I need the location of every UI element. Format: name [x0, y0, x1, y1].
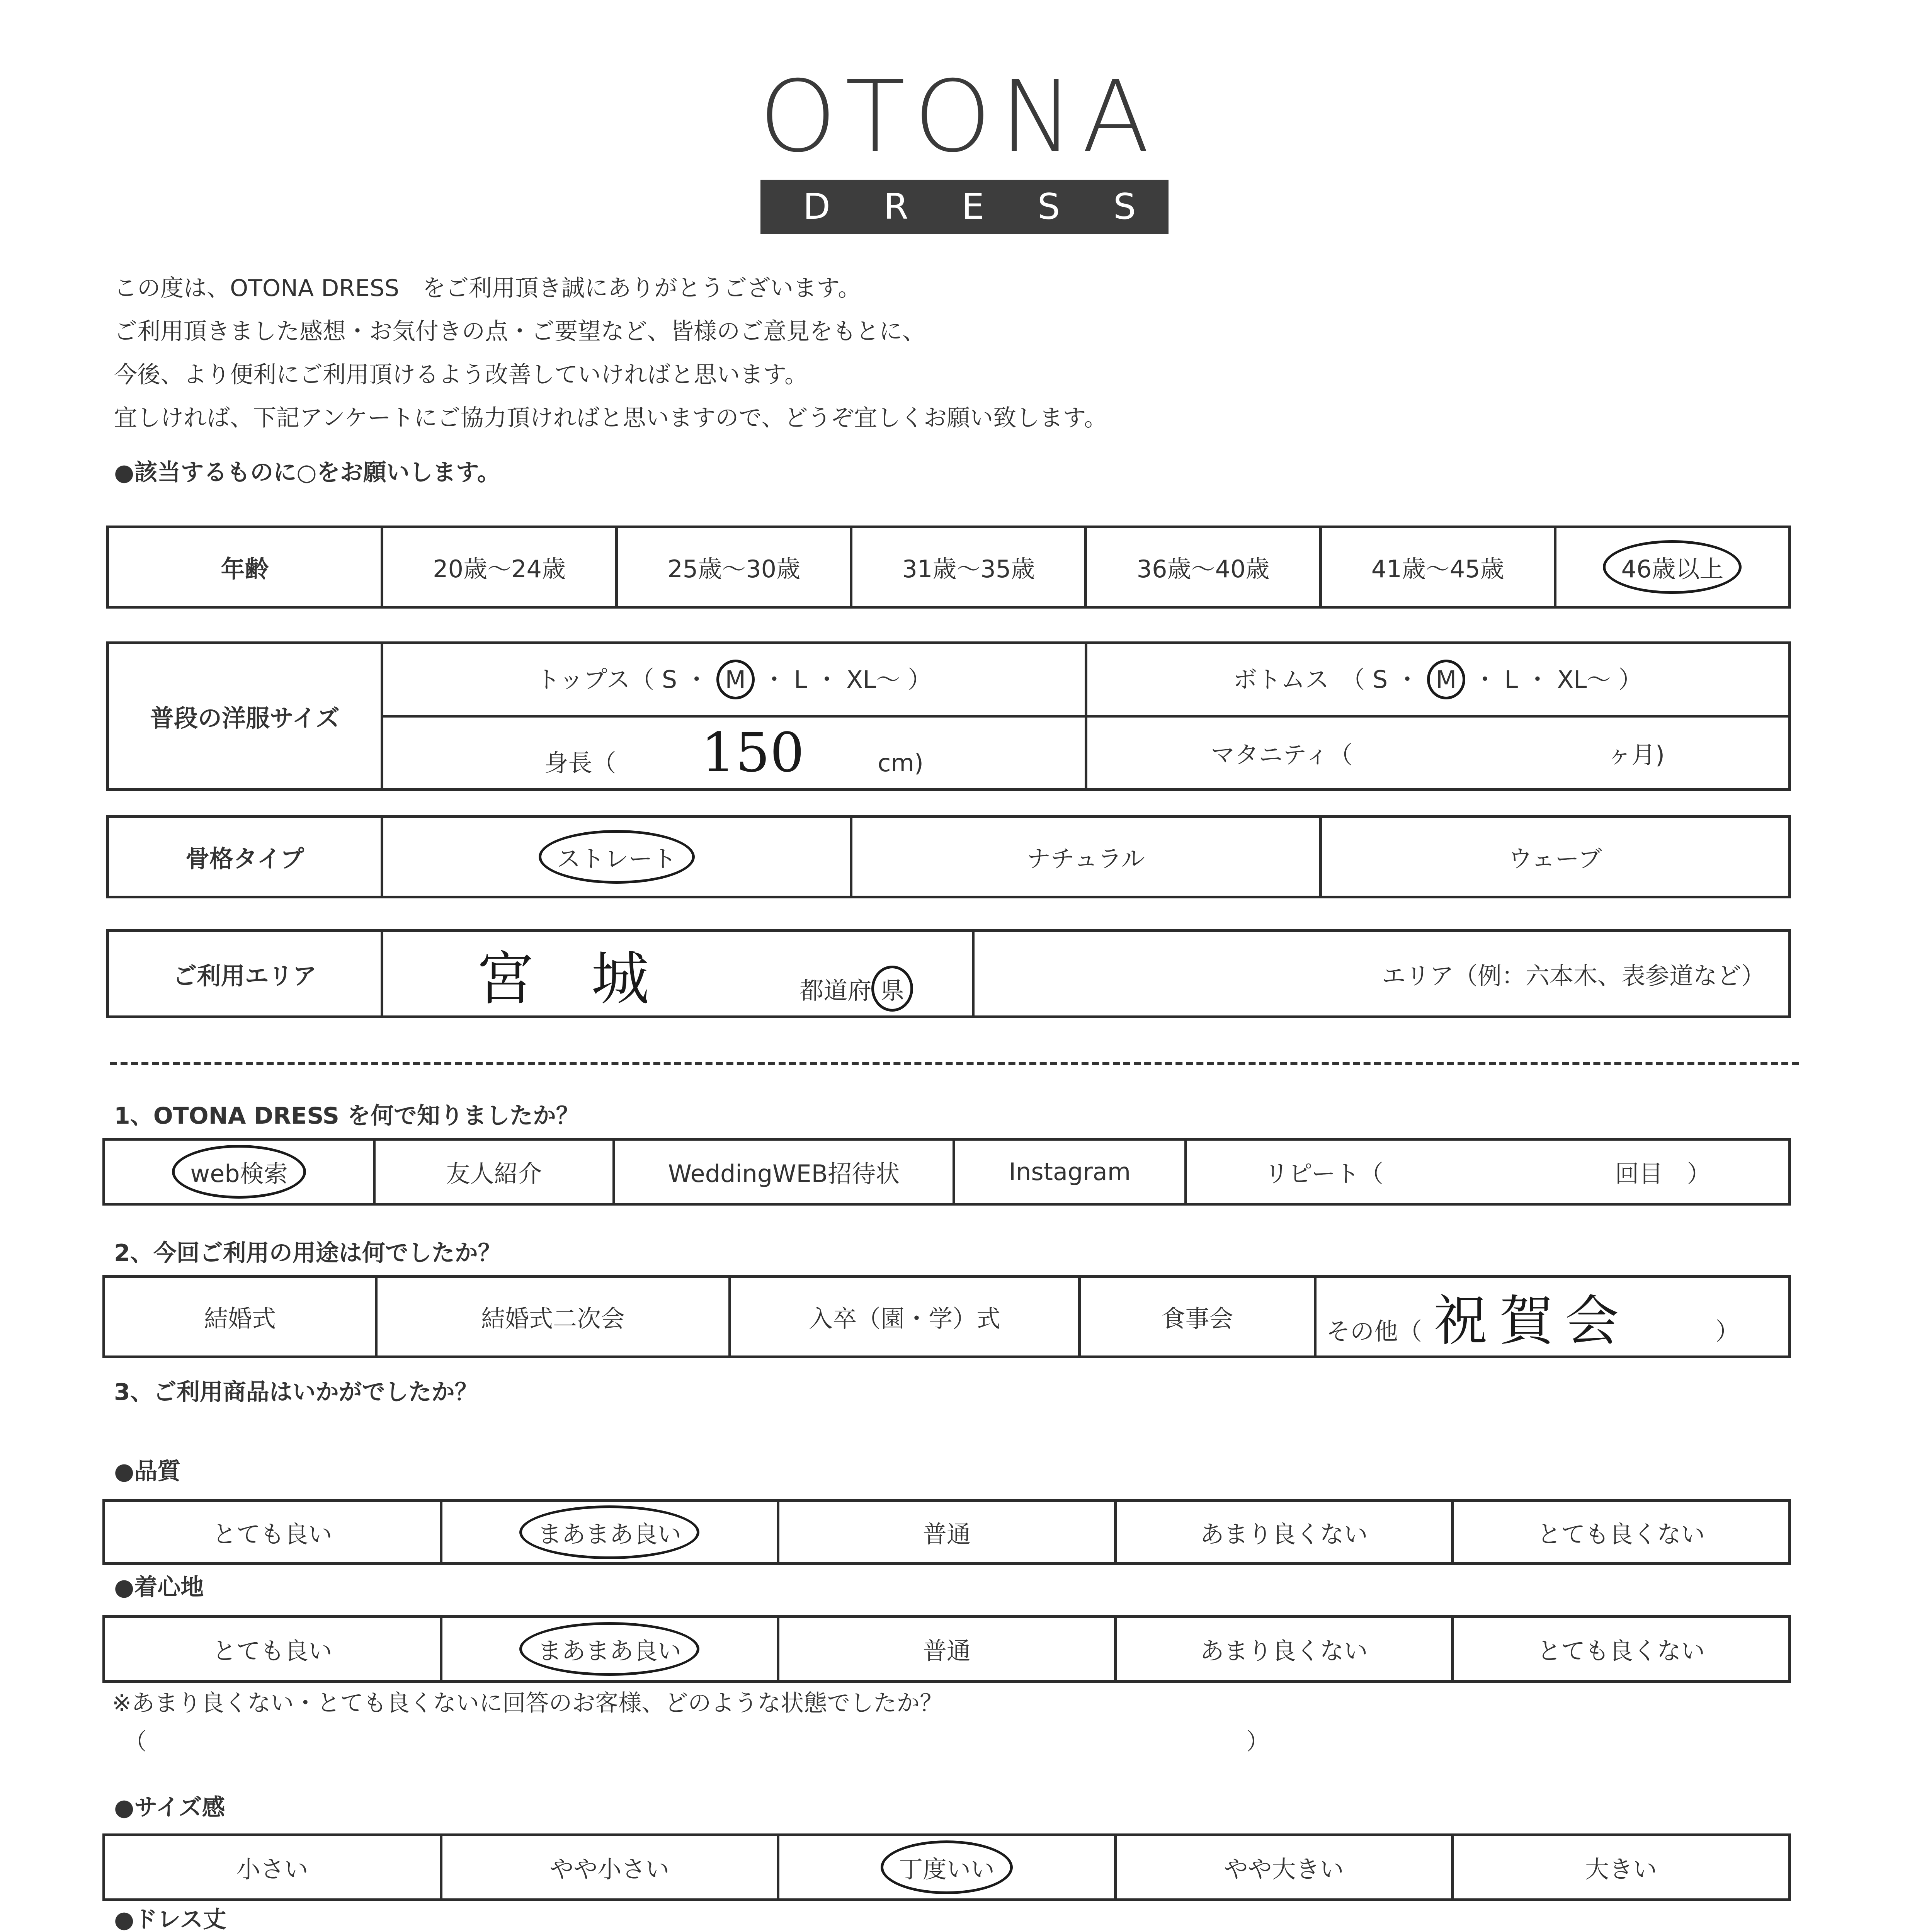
other-prefix: その他（: [1326, 1317, 1422, 1345]
height-value: 150: [701, 721, 805, 784]
q2-title: 2、今回ご利用の用途は何でしたか？: [114, 1240, 501, 1267]
selection-circle: web検索: [172, 1145, 306, 1199]
fit-option[interactable]: 大きい: [1453, 1835, 1790, 1900]
prefecture-field[interactable]: [382, 931, 973, 1017]
body-type-table: [106, 815, 1791, 898]
comfort-option[interactable]: とても良い: [104, 1617, 441, 1682]
q1-option-selected[interactable]: [104, 1139, 374, 1204]
quality-option[interactable]: 普通: [778, 1501, 1116, 1564]
q2-option[interactable]: 結婚式: [104, 1277, 376, 1357]
height-prefix: 身長（: [544, 749, 616, 777]
size-label: 普段の洋服サイズ: [108, 643, 382, 790]
q3-note-close: ）: [1246, 1728, 1269, 1755]
quality-label: ●品質: [114, 1458, 181, 1485]
comfort-option[interactable]: とても良くない: [1453, 1617, 1790, 1682]
fit-option[interactable]: やや小さい: [441, 1835, 778, 1900]
selection-circle: まあまあ良い: [519, 1622, 699, 1676]
intro-text: [114, 267, 1107, 440]
q2-option[interactable]: 結婚式二次会: [376, 1277, 730, 1357]
other-value: 祝賀会: [1433, 1290, 1631, 1353]
q1-repeat-field[interactable]: [1186, 1139, 1790, 1204]
quality-option[interactable]: あまり良くない: [1115, 1501, 1453, 1564]
fit-label: ●サイズ感: [114, 1794, 225, 1821]
q3-note-open: （: [124, 1728, 147, 1755]
selection-circle: 丁度いい: [881, 1840, 1013, 1894]
q2-option[interactable]: 食事会: [1080, 1277, 1315, 1357]
maternity-field[interactable]: [1086, 716, 1790, 790]
body-type-option[interactable]: ウェーブ: [1320, 817, 1789, 897]
intro-line: ご利用頂きました感想・お気付きの点・ご要望など、皆様のご意見をもとに、: [114, 318, 925, 345]
age-option-selected[interactable]: [1555, 527, 1789, 607]
bottoms-selected: M: [1427, 660, 1466, 699]
prefecture-value: 宮 城: [476, 946, 668, 1013]
fit-option-selected[interactable]: [778, 1835, 1116, 1900]
length-label: ●ドレス丈: [114, 1906, 226, 1932]
fit-table: [102, 1833, 1791, 1901]
age-label: 年齢: [108, 527, 382, 607]
height-field[interactable]: [382, 716, 1086, 790]
tops-selected: M: [716, 660, 755, 699]
pref-selected: 県: [871, 966, 913, 1012]
body-type-label: 骨格タイプ: [108, 817, 382, 897]
height-unit: cm): [878, 749, 924, 777]
age-option[interactable]: 36歳〜40歳: [1086, 527, 1320, 607]
fit-option[interactable]: やや大きい: [1115, 1835, 1453, 1900]
area-table: [106, 929, 1791, 1018]
comfort-table: [102, 1615, 1791, 1683]
age-option[interactable]: 31歳〜35歳: [851, 527, 1086, 607]
bottoms-suffix: ・ L ・ XL〜 ）: [1473, 665, 1643, 694]
fit-option[interactable]: 小さい: [104, 1835, 441, 1900]
area-field[interactable]: [973, 931, 1790, 1017]
quality-option-selected[interactable]: [441, 1501, 778, 1564]
quality-option[interactable]: とても良くない: [1453, 1501, 1790, 1564]
q1-option[interactable]: Instagram: [954, 1139, 1186, 1204]
bottoms-prefix: ボトムス （ S ・: [1233, 665, 1419, 694]
comfort-label: ●着心地: [114, 1574, 204, 1601]
area-label: ご利用エリア: [108, 931, 382, 1017]
tops-size-field[interactable]: [382, 643, 1086, 716]
q3-note: ※あまり良くない・とても良くないに回答のお客様、どのような状態でしたか？: [112, 1690, 943, 1717]
repeat-prefix: リピート（: [1264, 1160, 1384, 1188]
size-table: [106, 641, 1791, 791]
age-table: [106, 526, 1791, 609]
comfort-option[interactable]: あまり良くない: [1115, 1617, 1453, 1682]
intro-line: 今後、より便利にご利用頂けるよう改善していければと思います。: [114, 361, 808, 388]
pref-suffix: 都道府: [799, 976, 872, 1005]
q1-table: [102, 1138, 1791, 1206]
maternity-prefix: マタニティ（: [1211, 741, 1353, 769]
section-divider: [110, 1062, 1799, 1065]
q2-table: [102, 1275, 1791, 1358]
bottoms-size-field[interactable]: [1086, 643, 1790, 716]
intro-line: 宜しければ、下記アンケートにご協力頂ければと思いますので、どうぞ宜しくお願い致します。: [114, 405, 1107, 432]
selection-circle: まあまあ良い: [519, 1505, 699, 1559]
body-type-option-selected[interactable]: [382, 817, 851, 897]
area-hint: エリア（例：六本木、表参道など）: [1381, 961, 1765, 990]
other-suffix: ）: [1715, 1317, 1740, 1345]
logo-subtitle-bar: DRESS: [760, 180, 1169, 234]
intro-line: この度は、OTONA DRESS をご利用頂き誠にありがとうございます。: [114, 275, 861, 302]
quality-option[interactable]: とても良い: [104, 1501, 441, 1564]
quality-table: [102, 1499, 1791, 1565]
age-option[interactable]: 20歳〜24歳: [382, 527, 617, 607]
q1-option[interactable]: WeddingWEB招待状: [614, 1139, 954, 1204]
q3-title: 3、ご利用商品はいかがでしたか？: [114, 1379, 478, 1406]
q2-other-field[interactable]: [1315, 1277, 1790, 1357]
comfort-option-selected[interactable]: [441, 1617, 778, 1682]
profile-heading: ●該当するものに○をお願いします。: [114, 459, 500, 486]
selection-circle: 46歳以上: [1603, 540, 1742, 594]
q1-option[interactable]: 友人紹介: [374, 1139, 614, 1204]
age-option[interactable]: 25歳〜30歳: [617, 527, 851, 607]
age-option[interactable]: 41歳〜45歳: [1320, 527, 1555, 607]
q1-title: 1、OTONA DRESS を何で知りましたか？: [114, 1102, 579, 1129]
tops-suffix: ・ L ・ XL〜 ）: [762, 665, 932, 694]
selection-circle: ストレート: [539, 830, 695, 884]
logo-wordmark: OTONA: [759, 60, 1158, 174]
maternity-unit: ヶ月): [1607, 741, 1665, 769]
repeat-suffix: 回目 ）: [1615, 1160, 1711, 1188]
comfort-option[interactable]: 普通: [778, 1617, 1116, 1682]
tops-prefix: トップス（ S ・: [536, 665, 709, 694]
body-type-option[interactable]: ナチュラル: [851, 817, 1320, 897]
q2-option[interactable]: 入卒（園・学）式: [730, 1277, 1080, 1357]
